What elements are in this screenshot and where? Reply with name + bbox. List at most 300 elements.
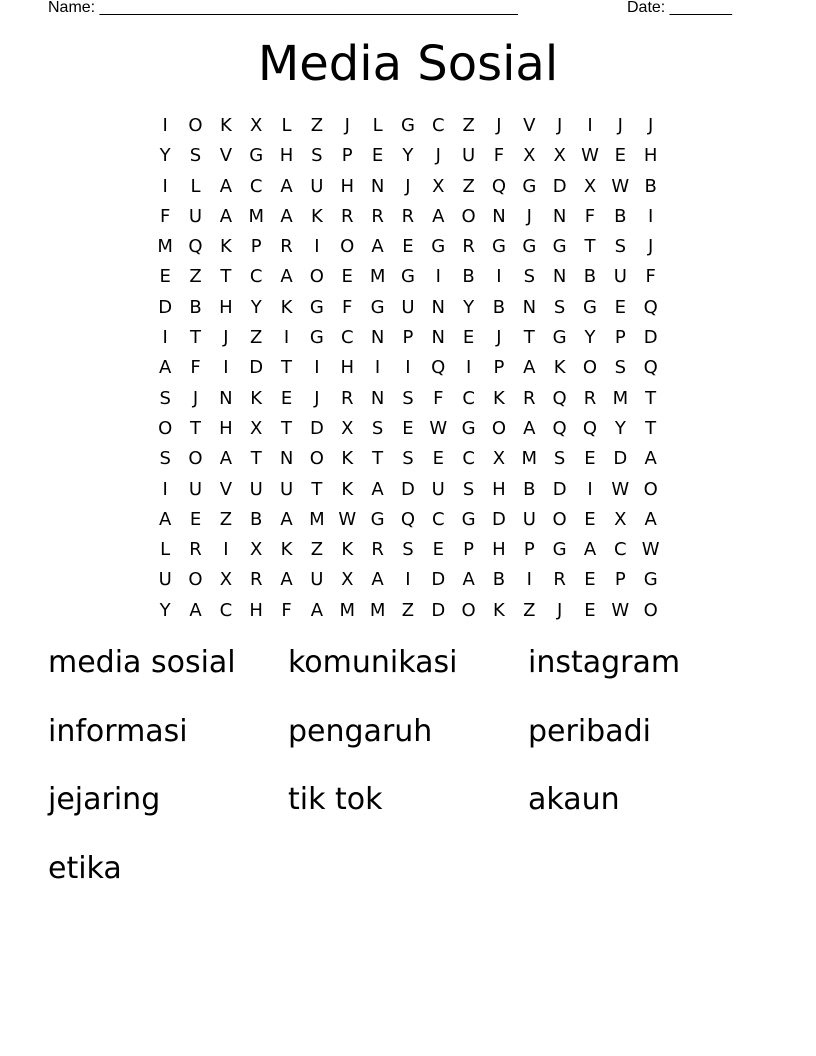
grid-letter[interactable]: A [371,569,384,591]
grid-letter[interactable]: D [309,417,324,439]
grid-letter[interactable]: R [553,569,566,591]
grid-letter[interactable]: U [310,175,324,197]
grid-letter[interactable]: A [159,508,172,530]
grid-letter[interactable]: G [249,145,264,167]
grid-letter[interactable]: A [462,569,475,591]
grid-letter[interactable]: R [583,387,597,409]
grid-letter[interactable]: H [219,417,233,439]
grid-letter[interactable]: J [314,387,320,409]
grid-letter[interactable]: X [614,508,627,530]
grid-letter[interactable]: O [158,417,173,439]
grid-letter[interactable]: M [309,508,325,530]
grid-letter[interactable]: A [644,448,657,470]
grid-letter[interactable]: D [400,478,415,500]
grid-letter[interactable]: U [188,205,203,227]
grid-letter[interactable]: A [280,508,293,530]
grid-letter[interactable]: I [374,357,381,379]
grid-letter[interactable]: B [644,175,657,197]
grid-letter[interactable]: R [249,569,263,591]
grid-letter[interactable]: R [340,387,354,409]
grid-letter[interactable]: E [584,569,596,591]
grid-letter[interactable]: O [309,266,324,288]
grid-letter[interactable]: E [280,387,293,409]
grid-letter[interactable]: W [429,417,448,439]
grid-letter[interactable]: L [281,115,292,136]
grid-letter[interactable]: U [522,508,536,530]
grid-letter[interactable]: K [310,205,323,227]
grid-letter[interactable]: S [402,539,414,561]
grid-letter[interactable]: M [369,266,386,288]
grid-letter[interactable]: G [491,236,506,258]
grid-letter[interactable]: X [341,417,354,439]
grid-letter[interactable]: U [310,569,324,591]
grid-row [150,414,666,444]
grid-letter[interactable]: A [219,448,233,470]
grid-letter[interactable]: Z [310,115,324,136]
grid-letter[interactable]: U [279,478,294,500]
grid-letter[interactable]: O [309,448,324,470]
grid-letter[interactable]: E [341,266,353,288]
grid-letter[interactable]: E [584,508,596,530]
grid-letter[interactable]: V [523,115,536,136]
grid-letter[interactable]: W [611,478,630,500]
grid-letter[interactable]: X [523,145,536,167]
grid-letter[interactable]: O [491,417,507,439]
grid-letter[interactable]: I [223,539,229,561]
grid-letter[interactable]: Q [188,236,203,258]
grid-letter[interactable]: L [372,115,383,136]
grid-letter[interactable]: A [523,357,536,379]
grid-letter[interactable]: S [159,448,171,470]
grid-letter[interactable]: G [431,236,446,258]
grid-letter[interactable]: N [492,205,506,227]
grid-letter[interactable]: U [158,569,172,591]
grid-letter[interactable]: K [493,599,505,621]
grid-letter[interactable]: K [280,539,293,561]
grid-letter[interactable]: Z [523,599,536,621]
grid-letter[interactable]: D [492,508,506,530]
grid-letter[interactable]: R [462,236,475,258]
grid-letter[interactable]: A [280,266,293,288]
grid-letter[interactable]: K [341,448,354,470]
grid-letter[interactable]: Q [643,357,658,379]
grid-letter[interactable]: Q [582,417,598,439]
grid-letter[interactable]: R [401,205,415,227]
grid-letter[interactable]: M [248,205,264,227]
grid-letter[interactable]: U [249,478,263,500]
grid-letter[interactable]: K [341,478,354,500]
grid-letter[interactable]: E [584,599,596,621]
grid-letter[interactable]: J [435,145,441,167]
grid-letter[interactable]: K [250,387,263,409]
grid-letter[interactable]: G [522,236,537,258]
grid-letter[interactable]: A [523,417,536,439]
grid-letter[interactable]: A [159,357,172,379]
grid-letter[interactable]: S [614,357,627,379]
grid-letter[interactable]: I [162,115,168,136]
grid-letter[interactable]: F [433,387,444,409]
grid-letter[interactable]: P [614,327,626,349]
grid-letter[interactable]: I [405,569,411,591]
grid-letter[interactable]: E [432,448,444,470]
grid-letter[interactable]: I [314,357,320,379]
grid-letter[interactable]: C [431,508,445,530]
grid-letter[interactable]: Z [462,115,475,136]
grid-letter[interactable]: U [613,266,627,288]
grid-letter[interactable]: B [250,508,263,530]
grid-letter[interactable]: S [614,236,627,258]
grid-letter[interactable]: S [371,417,384,439]
grid-letter[interactable]: E [402,417,414,439]
grid-letter[interactable]: G [370,296,385,318]
grid-letter[interactable]: S [553,448,566,470]
grid-letter[interactable]: G [643,569,658,591]
grid-letter[interactable]: K [280,296,293,318]
grid-letter[interactable]: D [643,327,658,349]
grid-letter[interactable]: I [435,266,441,288]
grid-letter[interactable]: T [523,327,535,349]
grid-row [150,293,666,323]
grid-letter[interactable]: Z [310,539,324,561]
word-bank-item: tik tok [288,782,383,817]
grid-letter[interactable]: B [614,205,627,227]
grid-letter[interactable]: E [614,296,627,318]
grid-letter[interactable]: H [340,357,354,379]
grid-letter[interactable]: C [462,387,475,409]
grid-letter[interactable]: T [281,417,293,439]
grid-letter[interactable]: D [613,448,628,470]
grid-letter[interactable]: B [462,266,475,288]
grid-letter[interactable]: Y [614,417,626,439]
grid-letter[interactable]: I [465,357,472,379]
grid-letter[interactable]: E [371,145,384,167]
grid-letter[interactable]: T [250,448,262,470]
grid-letter[interactable]: J [648,236,654,258]
grid-letter[interactable]: D [431,599,446,621]
grid-letter[interactable]: I [526,569,532,591]
grid-letter[interactable]: I [496,266,502,288]
grid-letter[interactable]: G [552,236,567,258]
grid-letter[interactable]: Y [463,296,475,318]
grid-letter[interactable]: E [402,236,414,258]
grid-letter[interactable]: E [584,448,596,470]
grid-letter[interactable]: D [158,296,173,318]
grid-letter[interactable]: S [402,448,414,470]
grid-letter[interactable]: O [582,357,598,379]
grid-letter[interactable]: R [371,539,384,561]
grid-letter[interactable]: J [526,205,532,227]
grid-letter[interactable]: H [219,296,233,318]
grid-letter[interactable]: T [645,387,657,409]
grid-letter[interactable]: U [401,296,415,318]
grid-letter[interactable]: M [612,387,629,409]
grid-letter[interactable]: H [643,145,658,167]
grid-letter[interactable]: I [162,327,168,349]
grid-letter[interactable]: F [493,145,505,167]
grid-letter[interactable]: N [370,175,385,197]
grid-letter[interactable]: M [369,599,386,621]
grid-letter[interactable]: G [461,417,476,439]
grid-letter[interactable]: T [311,478,323,500]
grid-letter[interactable]: H [492,478,506,500]
grid-letter[interactable]: A [280,205,293,227]
grid-letter[interactable]: J [496,327,502,349]
grid-letter[interactable]: G [583,296,597,318]
grid-letter[interactable]: T [220,266,232,288]
grid-letter[interactable]: R [371,205,384,227]
grid-letter[interactable]: D [552,175,567,197]
grid-letter[interactable]: N [279,448,294,470]
grid-letter[interactable]: G [552,539,567,561]
grid-letter[interactable]: X [583,175,597,197]
grid-letter[interactable]: F [342,296,353,318]
grid-letter[interactable]: P [493,357,505,379]
grid-letter[interactable]: R [280,236,293,258]
grid-letter[interactable]: G [522,175,537,197]
grid-letter[interactable]: N [552,266,567,288]
grid-letter[interactable]: L [190,175,201,197]
grid-letter[interactable]: H [492,539,506,561]
grid-letter[interactable]: R [340,205,354,227]
grid-letter[interactable]: Z [401,599,415,621]
grid-letter[interactable]: Q [431,357,446,379]
grid-letter[interactable]: A [310,599,324,621]
grid-letter[interactable]: J [556,115,563,136]
grid-letter[interactable]: P [341,145,353,167]
grid-row [150,384,666,414]
grid-letter[interactable]: K [553,357,566,379]
grid-letter[interactable]: W [641,539,660,561]
grid-letter[interactable]: Y [402,145,414,167]
grid-letter[interactable]: T [645,417,657,439]
grid-letter[interactable]: Q [552,417,567,439]
grid-letter[interactable]: G [370,508,385,530]
grid-letter[interactable]: X [341,569,354,591]
grid-letter[interactable]: P [463,539,475,561]
grid-letter[interactable]: D [552,478,567,500]
grid-letter[interactable]: S [553,296,566,318]
grid-letter[interactable]: N [370,327,385,349]
grid-letter[interactable]: J [223,327,229,349]
grid-letter[interactable]: O [461,599,476,621]
grid-letter[interactable]: C [431,115,445,136]
grid-letter[interactable]: O [643,599,658,621]
grid-letter[interactable]: M [339,599,355,621]
grid-letter[interactable]: F [645,266,656,288]
grid-letter[interactable]: Z [219,508,233,530]
grid-letter[interactable]: A [280,175,293,197]
grid-letter[interactable]: O [643,478,658,500]
grid-letter[interactable]: E [614,145,627,167]
grid-letter[interactable]: K [493,387,505,409]
grid-letter[interactable]: J [648,115,654,136]
grid-letter[interactable]: A [280,569,293,591]
grid-letter[interactable]: E [462,327,475,349]
grid-letter[interactable]: W [338,508,357,530]
grid-letter[interactable]: T [190,327,202,349]
date-field-label[interactable]: Date: _______ [627,0,732,16]
grid-letter[interactable]: K [219,236,232,258]
grid-letter[interactable]: D [249,357,264,379]
grid-letter[interactable]: V [219,145,233,167]
grid-letter[interactable]: A [371,236,384,258]
grid-letter[interactable]: U [462,145,476,167]
grid-letter[interactable]: A [219,205,233,227]
grid-letter[interactable]: I [587,478,593,500]
grid-letter[interactable]: F [159,205,171,227]
grid-letter[interactable]: Y [250,296,262,318]
grid-letter[interactable]: H [279,145,294,167]
grid-letter[interactable]: C [462,448,475,470]
grid-letter[interactable]: W [581,145,599,167]
grid-letter[interactable]: Y [159,145,171,167]
grid-letter[interactable]: S [311,145,323,167]
grid-letter[interactable]: A [432,205,445,227]
grid-letter[interactable]: C [614,539,627,561]
grid-letter[interactable]: S [402,387,414,409]
grid-letter[interactable]: A [644,508,657,530]
grid-letter[interactable]: J [344,115,350,136]
grid-letter[interactable]: B [583,266,597,288]
grid-letter[interactable]: A [583,539,597,561]
grid-letter[interactable]: O [188,448,203,470]
grid-letter[interactable]: E [432,539,444,561]
grid-letter[interactable]: X [219,569,233,591]
grid-letter[interactable]: G [461,508,476,530]
grid-letter[interactable]: X [250,539,263,561]
grid-letter[interactable]: A [189,599,202,621]
grid-letter[interactable]: T [372,448,384,470]
grid-letter[interactable]: G [552,327,567,349]
grid-letter[interactable]: S [523,266,536,288]
grid-letter[interactable]: P [402,327,414,349]
grid-letter[interactable]: P [523,539,535,561]
grid-letter[interactable]: X [553,145,566,167]
grid-letter[interactable]: S [159,387,171,409]
grid-letter[interactable]: X [250,417,263,439]
grid-letter[interactable]: I [405,357,411,379]
grid-letter[interactable]: E [189,508,202,530]
grid-letter[interactable]: D [431,569,446,591]
grid-letter[interactable]: X [432,175,445,197]
grid-letter[interactable]: I [223,357,229,379]
grid-letter[interactable]: C [340,327,354,349]
grid-letter[interactable]: G [400,115,415,136]
grid-letter[interactable]: G [309,296,324,318]
grid-letter[interactable]: N [431,327,445,349]
grid-letter[interactable]: M [157,236,173,258]
grid-letter[interactable]: P [250,236,262,258]
grid-letter[interactable]: W [611,175,630,197]
grid-row [150,475,666,505]
grid-letter[interactable]: J [556,599,563,621]
grid-letter[interactable]: F [190,357,201,379]
grid-letter[interactable]: S [189,145,202,167]
name-field-label[interactable]: Name: _______________________________________________ [48,0,518,16]
grid-letter[interactable]: K [219,115,232,136]
grid-letter[interactable]: N [522,296,537,318]
grid-letter[interactable]: H [340,175,354,197]
grid-letter[interactable]: T [584,236,596,258]
grid-letter[interactable]: S [462,478,475,500]
grid-letter[interactable]: O [461,205,476,227]
grid-letter[interactable]: I [587,115,593,136]
grid-letter[interactable]: Y [584,327,596,349]
grid-letter[interactable]: K [341,539,354,561]
grid-letter[interactable]: N [552,205,567,227]
grid-letter[interactable]: U [431,478,445,500]
grid-letter[interactable]: W [611,599,630,621]
grid-letter[interactable]: H [249,599,263,621]
word-bank-item: akaun [528,782,620,817]
grid-letter[interactable]: B [492,569,506,591]
grid-letter[interactable]: Z [250,327,263,349]
grid-letter[interactable]: J [617,115,623,136]
grid-letter[interactable]: Q [491,175,507,197]
grid-row [150,565,666,595]
grid-letter[interactable]: M [521,448,538,470]
grid-letter[interactable]: F [584,205,596,227]
grid-letter[interactable]: V [219,478,233,500]
grid-letter[interactable]: O [340,236,355,258]
grid-letter[interactable]: I [162,478,168,500]
grid-letter[interactable]: B [523,478,536,500]
grid-letter[interactable]: G [309,327,324,349]
grid-letter[interactable]: N [219,387,233,409]
grid-letter[interactable]: Z [462,175,475,197]
grid-letter[interactable]: B [189,296,202,318]
grid-letter[interactable]: U [188,478,203,500]
grid-letter[interactable]: T [190,417,202,439]
grid-letter[interactable]: C [249,175,263,197]
grid-letter[interactable]: I [162,175,168,197]
grid-letter[interactable]: N [431,296,445,318]
grid-letter[interactable]: Q [552,387,567,409]
grid-letter[interactable]: C [249,266,263,288]
grid-letter[interactable]: P [614,569,626,591]
grid-letter[interactable]: A [371,478,384,500]
grid-letter[interactable]: X [250,115,263,136]
grid-letter[interactable]: N [370,387,385,409]
grid-letter[interactable]: I [648,205,654,227]
grid-letter[interactable]: J [192,387,199,409]
grid-letter[interactable]: Q [643,296,658,318]
grid-letter[interactable]: J [405,175,411,197]
grid-letter[interactable]: B [492,296,506,318]
grid-letter[interactable]: O [188,115,203,136]
grid-letter[interactable]: G [400,266,415,288]
grid-letter[interactable]: L [160,539,171,561]
grid-letter[interactable]: Y [159,599,171,621]
grid-letter[interactable]: O [188,569,203,591]
grid-letter[interactable]: X [492,448,506,470]
grid-row [150,444,666,474]
grid-letter[interactable]: J [496,115,502,136]
name-date-line [48,0,748,18]
grid-letter[interactable]: Q [400,508,415,530]
grid-letter[interactable]: O [552,508,567,530]
grid-letter[interactable]: C [219,599,233,621]
grid-letter[interactable]: T [281,357,293,379]
grid-letter[interactable]: I [314,236,320,258]
grid-letter[interactable]: Z [189,266,202,288]
grid-letter[interactable]: R [523,387,536,409]
grid-letter[interactable]: F [281,599,292,621]
grid-letter[interactable]: A [219,175,233,197]
grid-letter[interactable]: R [189,539,202,561]
grid-letter[interactable]: I [283,327,290,349]
grid-letter[interactable]: E [159,266,171,288]
